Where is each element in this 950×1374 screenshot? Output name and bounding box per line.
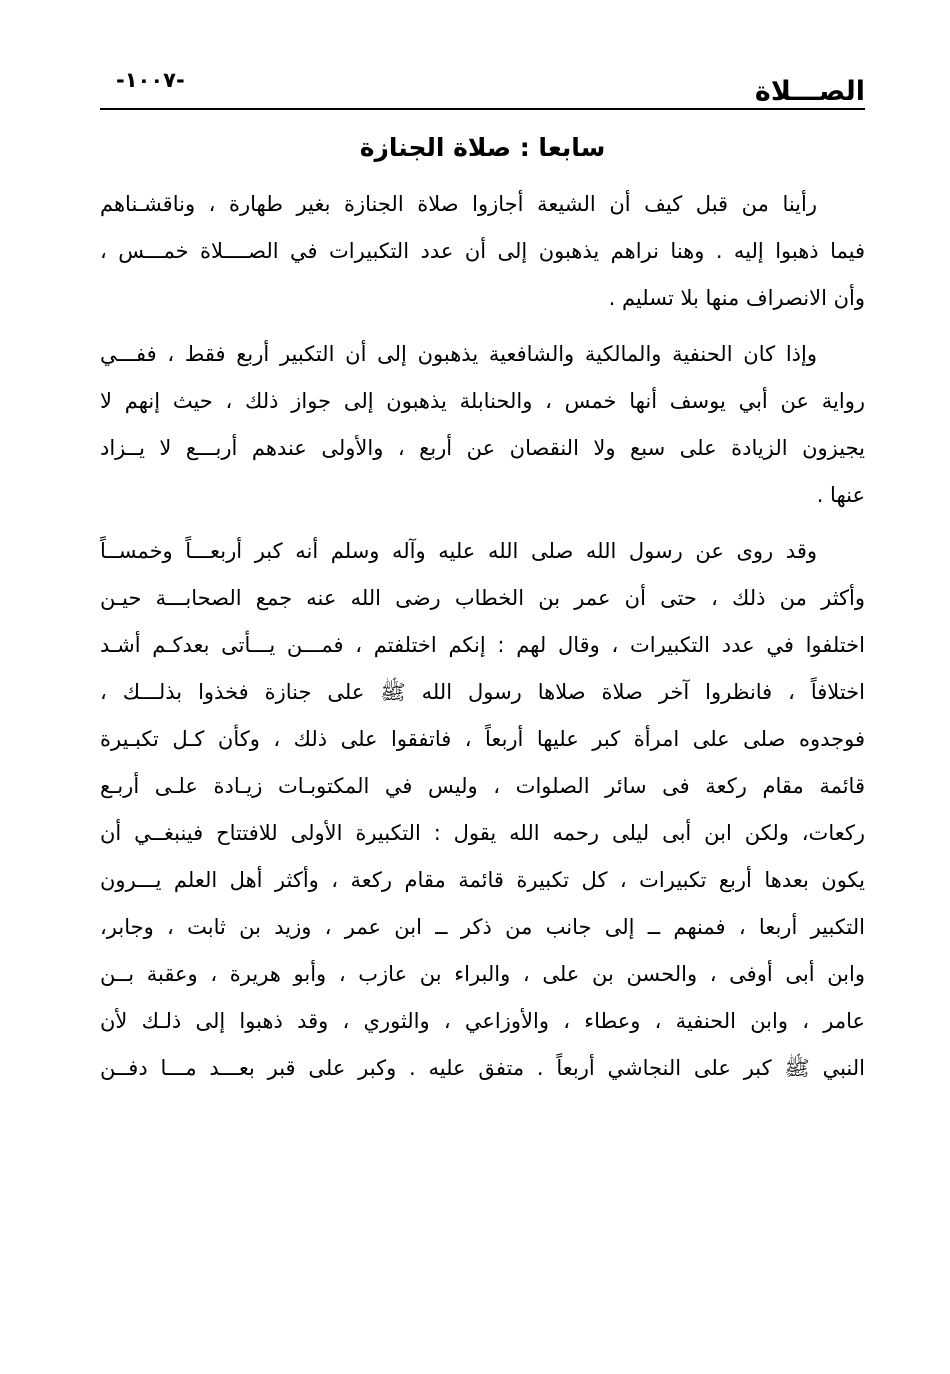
text-line: يكون بعدها أربع تكبيرات ، كل تكبيرة قائمة مقام ركعة ، وأكثر أهل العلم يـــرون [100, 868, 865, 892]
text-line: ركعات، ولكن ابن أبى ليلى رحمه الله يقول : التكبيرة الأولى للافتتاح فينبغــي أن [100, 821, 865, 845]
text-line: فوجدوه صلى على امرأة كبر عليها أربعاً ، فاتفقوا على ذلك ، وكأن كـل تكبـيرة [100, 727, 865, 751]
text-line: قائمة مقام ركعة فى سائر الصلوات ، وليس في المكتوبـات زيـادة علـى أربـع [100, 774, 865, 798]
text-line: رواية عن أبي يوسف أنها خمس ، والحنابلة يذهبون إلى جواز ذلك ، حيث إنهم لا [100, 389, 865, 413]
text-line: وقد روى عن رسول الله صلى الله عليه وآله وسلم أنه كبر أربعـــاً وخمســاً [100, 539, 817, 563]
page-header [100, 66, 865, 110]
section-title: سابعا : صلاة الجنازة [359, 133, 606, 162]
paragraph-gap [100, 322, 865, 331]
page-number: -١٠٠٧- [116, 68, 185, 92]
text-line: عامر ، وابن الحنفية ، وعطاء ، والأوزاعي ، والثوري ، وقد ذهبوا إلى ذلـك لأن [100, 1009, 865, 1033]
text-line: رأينا من قبل كيف أن الشيعة أجازوا صلاة الجنازة بغير طهارة ، وناقشـناهم [100, 192, 817, 216]
text-line: التكبير أربعا ، فمنهم ــ إلى جانب من ذكر ــ ابن عمر ، وزيد بن ثابت ، وجابر، [100, 915, 865, 939]
text-line: وابن أبى أوفى ، والحسن بن على ، والبراء بن عازب ، وأبو هريرة ، وعقبة بــن [100, 962, 865, 986]
body-text [100, 181, 865, 1092]
text-line: النبي ﷺ كبر على النجاشي أربعاً . متفق عليه . وكبر على قبر بعـــد مـــا دفــن [100, 1056, 865, 1080]
text-line: اختلافاً ، فانظروا آخر صلاة صلاها رسول الله ﷺ على جنازة فخذوا بذلـــك ، [100, 680, 865, 704]
running-title: الصـــلاة [754, 76, 865, 107]
text-line: وأكثر من ذلك ، حتى أن عمر بن الخطاب رضى الله عنه جمع الصحابـــة حيـن [100, 586, 865, 610]
text-line: يجيزون الزيادة على سبع ولا النقصان عن أربع ، والأولى عندهم أربـــع لا يــزاد [100, 436, 865, 460]
text-line: عنها . [816, 483, 865, 507]
text-line: اختلفوا في عدد التكبيرات ، وقال لهم : إنكم اختلفتم ، فمـــن يـــأتى بعدكـم أشـد [100, 633, 865, 657]
text-line: فيما ذهبوا إليه . وهنا نراهم يذهبون إلى أن عدد التكبيرات في الصــــلاة خمـــس ، [100, 239, 865, 263]
text-line: وإذا كان الحنفية والمالكية والشافعية يذهبون إلى أن التكبير أربع فقط ، ففـــي [100, 342, 817, 366]
text-line: وأن الانصراف منها بلا تسليم . [608, 286, 865, 310]
paragraph-gap [100, 519, 865, 528]
